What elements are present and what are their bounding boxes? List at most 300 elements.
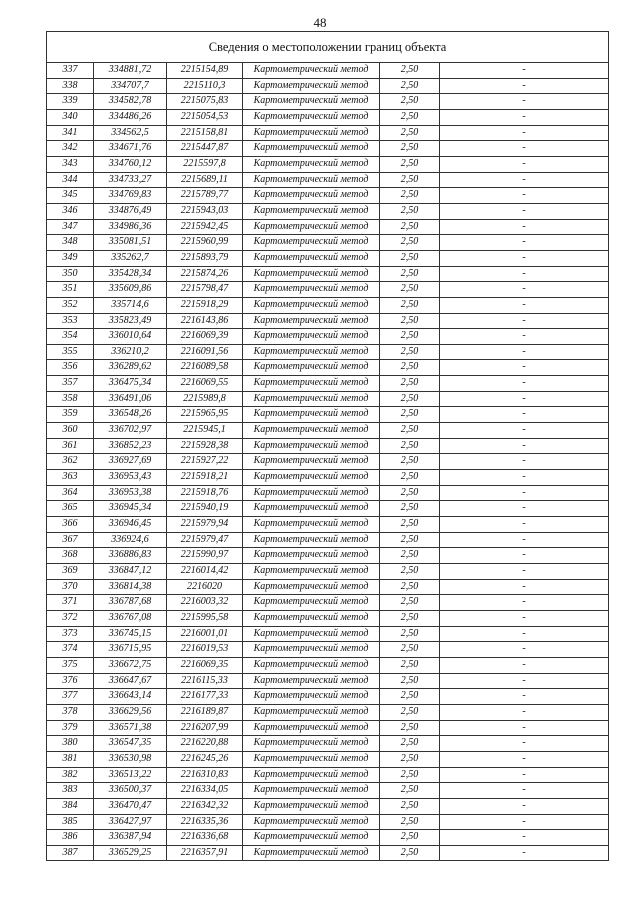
accuracy-cell: 2,50 — [380, 438, 440, 454]
x-coordinate-cell: 334876,49 — [94, 203, 167, 219]
point-number-cell: 358 — [47, 391, 94, 407]
description-cell: - — [440, 391, 609, 407]
accuracy-cell: 2,50 — [380, 203, 440, 219]
x-coordinate-cell: 336500,37 — [94, 783, 167, 799]
method-cell: Картометрический метод — [243, 219, 380, 235]
table-row — [47, 188, 609, 204]
table-row — [47, 203, 609, 219]
table-row — [47, 329, 609, 345]
y-coordinate-cell: 2216310,83 — [167, 767, 243, 783]
method-cell: Картометрический метод — [243, 564, 380, 580]
table-body — [47, 32, 609, 861]
accuracy-cell: 2,50 — [380, 78, 440, 94]
accuracy-cell: 2,50 — [380, 360, 440, 376]
y-coordinate-cell: 2216335,36 — [167, 814, 243, 830]
table-row — [47, 798, 609, 814]
x-coordinate-cell: 336547,35 — [94, 736, 167, 752]
table-row — [47, 642, 609, 658]
x-coordinate-cell: 336847,12 — [94, 564, 167, 580]
y-coordinate-cell: 2215943,03 — [167, 203, 243, 219]
x-coordinate-cell: 336767,08 — [94, 610, 167, 626]
method-cell: Картометрический метод — [243, 235, 380, 251]
y-coordinate-cell: 2215942,45 — [167, 219, 243, 235]
method-cell: Картометрический метод — [243, 720, 380, 736]
x-coordinate-cell: 335823,49 — [94, 313, 167, 329]
x-coordinate-cell: 334707,7 — [94, 78, 167, 94]
x-coordinate-cell: 335714,6 — [94, 297, 167, 313]
accuracy-cell: 2,50 — [380, 282, 440, 298]
point-number-cell: 353 — [47, 313, 94, 329]
accuracy-cell: 2,50 — [380, 423, 440, 439]
x-coordinate-cell: 336289,62 — [94, 360, 167, 376]
x-coordinate-cell: 336629,56 — [94, 704, 167, 720]
table-row — [47, 485, 609, 501]
point-number-cell: 367 — [47, 532, 94, 548]
table-row — [47, 454, 609, 470]
description-cell: - — [440, 689, 609, 705]
point-number-cell: 364 — [47, 485, 94, 501]
x-coordinate-cell: 334986,36 — [94, 219, 167, 235]
accuracy-cell: 2,50 — [380, 501, 440, 517]
method-cell: Картометрический метод — [243, 344, 380, 360]
description-cell: - — [440, 376, 609, 392]
point-number-cell: 344 — [47, 172, 94, 188]
accuracy-cell: 2,50 — [380, 329, 440, 345]
description-cell: - — [440, 673, 609, 689]
x-coordinate-cell: 336702,97 — [94, 423, 167, 439]
y-coordinate-cell: 2216089,58 — [167, 360, 243, 376]
accuracy-cell: 2,50 — [380, 219, 440, 235]
y-coordinate-cell: 2215789,77 — [167, 188, 243, 204]
description-cell: - — [440, 360, 609, 376]
y-coordinate-cell: 2215918,76 — [167, 485, 243, 501]
method-cell: Картометрический метод — [243, 548, 380, 564]
point-number-cell: 373 — [47, 626, 94, 642]
x-coordinate-cell: 336529,25 — [94, 845, 167, 861]
y-coordinate-cell: 2215054,53 — [167, 109, 243, 125]
description-cell: - — [440, 657, 609, 673]
accuracy-cell: 2,50 — [380, 188, 440, 204]
accuracy-cell: 2,50 — [380, 532, 440, 548]
description-cell: - — [440, 845, 609, 861]
method-cell: Картометрический метод — [243, 188, 380, 204]
method-cell: Картометрический метод — [243, 783, 380, 799]
accuracy-cell: 2,50 — [380, 141, 440, 157]
y-coordinate-cell: 2215154,89 — [167, 63, 243, 79]
point-number-cell: 379 — [47, 720, 94, 736]
accuracy-cell: 2,50 — [380, 548, 440, 564]
point-number-cell: 359 — [47, 407, 94, 423]
y-coordinate-cell: 2216357,91 — [167, 845, 243, 861]
y-coordinate-cell: 2216342,32 — [167, 798, 243, 814]
point-number-cell: 355 — [47, 344, 94, 360]
point-number-cell: 356 — [47, 360, 94, 376]
accuracy-cell: 2,50 — [380, 297, 440, 313]
accuracy-cell: 2,50 — [380, 470, 440, 486]
boundary-table — [46, 31, 609, 861]
description-cell: - — [440, 109, 609, 125]
y-coordinate-cell: 2215979,47 — [167, 532, 243, 548]
point-number-cell: 387 — [47, 845, 94, 861]
table-row — [47, 313, 609, 329]
table-row — [47, 704, 609, 720]
y-coordinate-cell: 2215989,8 — [167, 391, 243, 407]
table-row — [47, 78, 609, 94]
y-coordinate-cell: 2215874,26 — [167, 266, 243, 282]
x-coordinate-cell: 336513,22 — [94, 767, 167, 783]
point-number-cell: 361 — [47, 438, 94, 454]
description-cell: - — [440, 798, 609, 814]
x-coordinate-cell: 335262,7 — [94, 250, 167, 266]
x-coordinate-cell: 334733,27 — [94, 172, 167, 188]
x-coordinate-cell: 335428,34 — [94, 266, 167, 282]
description-cell: - — [440, 344, 609, 360]
x-coordinate-cell: 336814,38 — [94, 579, 167, 595]
table-row — [47, 814, 609, 830]
description-cell: - — [440, 767, 609, 783]
y-coordinate-cell: 2216189,87 — [167, 704, 243, 720]
x-coordinate-cell: 336387,94 — [94, 830, 167, 846]
method-cell: Картометрический метод — [243, 798, 380, 814]
y-coordinate-cell: 2216143,86 — [167, 313, 243, 329]
y-coordinate-cell: 2215995,58 — [167, 610, 243, 626]
point-number-cell: 362 — [47, 454, 94, 470]
x-coordinate-cell: 336924,6 — [94, 532, 167, 548]
point-number-cell: 347 — [47, 219, 94, 235]
point-number-cell: 343 — [47, 156, 94, 172]
table-row — [47, 282, 609, 298]
accuracy-cell: 2,50 — [380, 250, 440, 266]
table-row — [47, 564, 609, 580]
x-coordinate-cell: 336647,67 — [94, 673, 167, 689]
y-coordinate-cell: 2216001,01 — [167, 626, 243, 642]
point-number-cell: 346 — [47, 203, 94, 219]
y-coordinate-cell: 2216336,68 — [167, 830, 243, 846]
y-coordinate-cell: 2215990,97 — [167, 548, 243, 564]
accuracy-cell: 2,50 — [380, 156, 440, 172]
table-row — [47, 783, 609, 799]
y-coordinate-cell: 2216019,53 — [167, 642, 243, 658]
method-cell: Картометрический метод — [243, 689, 380, 705]
accuracy-cell: 2,50 — [380, 626, 440, 642]
accuracy-cell: 2,50 — [380, 454, 440, 470]
point-number-cell: 381 — [47, 751, 94, 767]
point-number-cell: 338 — [47, 78, 94, 94]
accuracy-cell: 2,50 — [380, 673, 440, 689]
x-coordinate-cell: 336787,68 — [94, 595, 167, 611]
x-coordinate-cell: 335609,86 — [94, 282, 167, 298]
x-coordinate-cell: 334562,5 — [94, 125, 167, 141]
table-row — [47, 689, 609, 705]
y-coordinate-cell: 2215979,94 — [167, 517, 243, 533]
point-number-cell: 340 — [47, 109, 94, 125]
table-row — [47, 595, 609, 611]
table-row — [47, 579, 609, 595]
x-coordinate-cell: 336886,83 — [94, 548, 167, 564]
accuracy-cell: 2,50 — [380, 564, 440, 580]
accuracy-cell: 2,50 — [380, 172, 440, 188]
method-cell: Картометрический метод — [243, 376, 380, 392]
method-cell: Картометрический метод — [243, 470, 380, 486]
description-cell: - — [440, 219, 609, 235]
method-cell: Картометрический метод — [243, 704, 380, 720]
description-cell: - — [440, 485, 609, 501]
table-row — [47, 172, 609, 188]
method-cell: Картометрический метод — [243, 517, 380, 533]
x-coordinate-cell: 336945,34 — [94, 501, 167, 517]
description-cell: - — [440, 548, 609, 564]
table-row — [47, 344, 609, 360]
y-coordinate-cell: 2215075,83 — [167, 94, 243, 110]
point-number-cell: 350 — [47, 266, 94, 282]
x-coordinate-cell: 336427,97 — [94, 814, 167, 830]
x-coordinate-cell: 336475,34 — [94, 376, 167, 392]
x-coordinate-cell: 335081,51 — [94, 235, 167, 251]
y-coordinate-cell: 2215447,87 — [167, 141, 243, 157]
description-cell: - — [440, 736, 609, 752]
description-cell: - — [440, 642, 609, 658]
y-coordinate-cell: 2216334,05 — [167, 783, 243, 799]
method-cell: Картометрический метод — [243, 438, 380, 454]
y-coordinate-cell: 2215918,21 — [167, 470, 243, 486]
description-cell: - — [440, 564, 609, 580]
accuracy-cell: 2,50 — [380, 235, 440, 251]
y-coordinate-cell: 2215597,8 — [167, 156, 243, 172]
y-coordinate-cell: 2215965,95 — [167, 407, 243, 423]
point-number-cell: 372 — [47, 610, 94, 626]
point-number-cell: 357 — [47, 376, 94, 392]
table-row — [47, 532, 609, 548]
table-row — [47, 548, 609, 564]
method-cell: Картометрический метод — [243, 501, 380, 517]
point-number-cell: 345 — [47, 188, 94, 204]
y-coordinate-cell: 2216003,32 — [167, 595, 243, 611]
x-coordinate-cell: 336530,98 — [94, 751, 167, 767]
description-cell: - — [440, 156, 609, 172]
table-row — [47, 125, 609, 141]
table-row — [47, 845, 609, 861]
point-number-cell: 341 — [47, 125, 94, 141]
description-cell: - — [440, 454, 609, 470]
point-number-cell: 349 — [47, 250, 94, 266]
x-coordinate-cell: 336470,47 — [94, 798, 167, 814]
point-number-cell: 352 — [47, 297, 94, 313]
y-coordinate-cell: 2216069,35 — [167, 657, 243, 673]
method-cell: Картометрический метод — [243, 751, 380, 767]
method-cell: Картометрический метод — [243, 282, 380, 298]
point-number-cell: 342 — [47, 141, 94, 157]
y-coordinate-cell: 2215945,1 — [167, 423, 243, 439]
table-row — [47, 438, 609, 454]
table-row — [47, 391, 609, 407]
point-number-cell: 348 — [47, 235, 94, 251]
y-coordinate-cell: 2215918,29 — [167, 297, 243, 313]
method-cell: Картометрический метод — [243, 610, 380, 626]
x-coordinate-cell: 336927,69 — [94, 454, 167, 470]
description-cell: - — [440, 470, 609, 486]
description-cell: - — [440, 94, 609, 110]
point-number-cell: 377 — [47, 689, 94, 705]
point-number-cell: 383 — [47, 783, 94, 799]
y-coordinate-cell: 2216069,39 — [167, 329, 243, 345]
accuracy-cell: 2,50 — [380, 736, 440, 752]
x-coordinate-cell: 336953,43 — [94, 470, 167, 486]
description-cell: - — [440, 297, 609, 313]
y-coordinate-cell: 2215893,79 — [167, 250, 243, 266]
method-cell: Картометрический метод — [243, 297, 380, 313]
table-row — [47, 376, 609, 392]
y-coordinate-cell: 2215798,47 — [167, 282, 243, 298]
table-row — [47, 517, 609, 533]
table-row — [47, 94, 609, 110]
x-coordinate-cell: 336010,64 — [94, 329, 167, 345]
x-coordinate-cell: 334486,26 — [94, 109, 167, 125]
accuracy-cell: 2,50 — [380, 595, 440, 611]
description-cell: - — [440, 172, 609, 188]
method-cell: Картометрический метод — [243, 172, 380, 188]
method-cell: Картометрический метод — [243, 579, 380, 595]
point-number-cell: 363 — [47, 470, 94, 486]
point-number-cell: 384 — [47, 798, 94, 814]
accuracy-cell: 2,50 — [380, 313, 440, 329]
table-title: Сведения о местоположении границ объекта — [47, 32, 609, 63]
y-coordinate-cell: 2215927,22 — [167, 454, 243, 470]
table-row — [47, 470, 609, 486]
table-row — [47, 250, 609, 266]
point-number-cell: 378 — [47, 704, 94, 720]
point-number-cell: 385 — [47, 814, 94, 830]
y-coordinate-cell: 2215940,19 — [167, 501, 243, 517]
accuracy-cell: 2,50 — [380, 657, 440, 673]
x-coordinate-cell: 334760,12 — [94, 156, 167, 172]
description-cell: - — [440, 595, 609, 611]
x-coordinate-cell: 336953,38 — [94, 485, 167, 501]
method-cell: Картометрический метод — [243, 657, 380, 673]
method-cell: Картометрический метод — [243, 673, 380, 689]
description-cell: - — [440, 141, 609, 157]
x-coordinate-cell: 336571,38 — [94, 720, 167, 736]
accuracy-cell: 2,50 — [380, 783, 440, 799]
x-coordinate-cell: 334671,76 — [94, 141, 167, 157]
method-cell: Картометрический метод — [243, 63, 380, 79]
x-coordinate-cell: 336643,14 — [94, 689, 167, 705]
method-cell: Картометрический метод — [243, 329, 380, 345]
accuracy-cell: 2,50 — [380, 642, 440, 658]
point-number-cell: 369 — [47, 564, 94, 580]
description-cell: - — [440, 830, 609, 846]
point-number-cell: 370 — [47, 579, 94, 595]
description-cell: - — [440, 125, 609, 141]
accuracy-cell: 2,50 — [380, 579, 440, 595]
accuracy-cell: 2,50 — [380, 814, 440, 830]
method-cell: Картометрический метод — [243, 141, 380, 157]
table-row — [47, 407, 609, 423]
accuracy-cell: 2,50 — [380, 63, 440, 79]
page-number: 48 — [313, 15, 327, 30]
table-row — [47, 141, 609, 157]
x-coordinate-cell: 336745,15 — [94, 626, 167, 642]
accuracy-cell: 2,50 — [380, 266, 440, 282]
method-cell: Картометрический метод — [243, 266, 380, 282]
method-cell: Картометрический метод — [243, 407, 380, 423]
description-cell: - — [440, 751, 609, 767]
description-cell: - — [440, 407, 609, 423]
accuracy-cell: 2,50 — [380, 767, 440, 783]
y-coordinate-cell: 2216020 — [167, 579, 243, 595]
accuracy-cell: 2,50 — [380, 344, 440, 360]
description-cell: - — [440, 188, 609, 204]
description-cell: - — [440, 704, 609, 720]
table-row — [47, 423, 609, 439]
y-coordinate-cell: 2216014,42 — [167, 564, 243, 580]
description-cell: - — [440, 720, 609, 736]
table-row — [47, 266, 609, 282]
y-coordinate-cell: 2216220,88 — [167, 736, 243, 752]
accuracy-cell: 2,50 — [380, 109, 440, 125]
x-coordinate-cell: 336491,06 — [94, 391, 167, 407]
method-cell: Картометрический метод — [243, 313, 380, 329]
description-cell: - — [440, 579, 609, 595]
description-cell: - — [440, 78, 609, 94]
point-number-cell: 382 — [47, 767, 94, 783]
point-number-cell: 354 — [47, 329, 94, 345]
method-cell: Картометрический метод — [243, 626, 380, 642]
description-cell: - — [440, 814, 609, 830]
x-coordinate-cell: 336672,75 — [94, 657, 167, 673]
point-number-cell: 368 — [47, 548, 94, 564]
table-title-row — [47, 32, 609, 63]
table-row — [47, 610, 609, 626]
method-cell: Картометрический метод — [243, 767, 380, 783]
point-number-cell: 351 — [47, 282, 94, 298]
method-cell: Картометрический метод — [243, 595, 380, 611]
accuracy-cell: 2,50 — [380, 125, 440, 141]
method-cell: Картометрический метод — [243, 250, 380, 266]
table-row — [47, 501, 609, 517]
method-cell: Картометрический метод — [243, 203, 380, 219]
accuracy-cell: 2,50 — [380, 517, 440, 533]
x-coordinate-cell: 336210,2 — [94, 344, 167, 360]
point-number-cell: 375 — [47, 657, 94, 673]
x-coordinate-cell: 336946,45 — [94, 517, 167, 533]
description-cell: - — [440, 282, 609, 298]
x-coordinate-cell: 334769,83 — [94, 188, 167, 204]
y-coordinate-cell: 2216177,33 — [167, 689, 243, 705]
point-number-cell: 376 — [47, 673, 94, 689]
y-coordinate-cell: 2215158,81 — [167, 125, 243, 141]
x-coordinate-cell: 336852,23 — [94, 438, 167, 454]
y-coordinate-cell: 2215960,99 — [167, 235, 243, 251]
accuracy-cell: 2,50 — [380, 407, 440, 423]
y-coordinate-cell: 2216115,33 — [167, 673, 243, 689]
x-coordinate-cell: 336548,26 — [94, 407, 167, 423]
table-row — [47, 626, 609, 642]
table-row — [47, 235, 609, 251]
description-cell: - — [440, 517, 609, 533]
table-row — [47, 657, 609, 673]
table-row — [47, 109, 609, 125]
description-cell: - — [440, 63, 609, 79]
y-coordinate-cell: 2216245,26 — [167, 751, 243, 767]
x-coordinate-cell: 334881,72 — [94, 63, 167, 79]
description-cell: - — [440, 250, 609, 266]
y-coordinate-cell: 2216207,99 — [167, 720, 243, 736]
accuracy-cell: 2,50 — [380, 689, 440, 705]
description-cell: - — [440, 501, 609, 517]
accuracy-cell: 2,50 — [380, 94, 440, 110]
table-row — [47, 297, 609, 313]
description-cell: - — [440, 313, 609, 329]
